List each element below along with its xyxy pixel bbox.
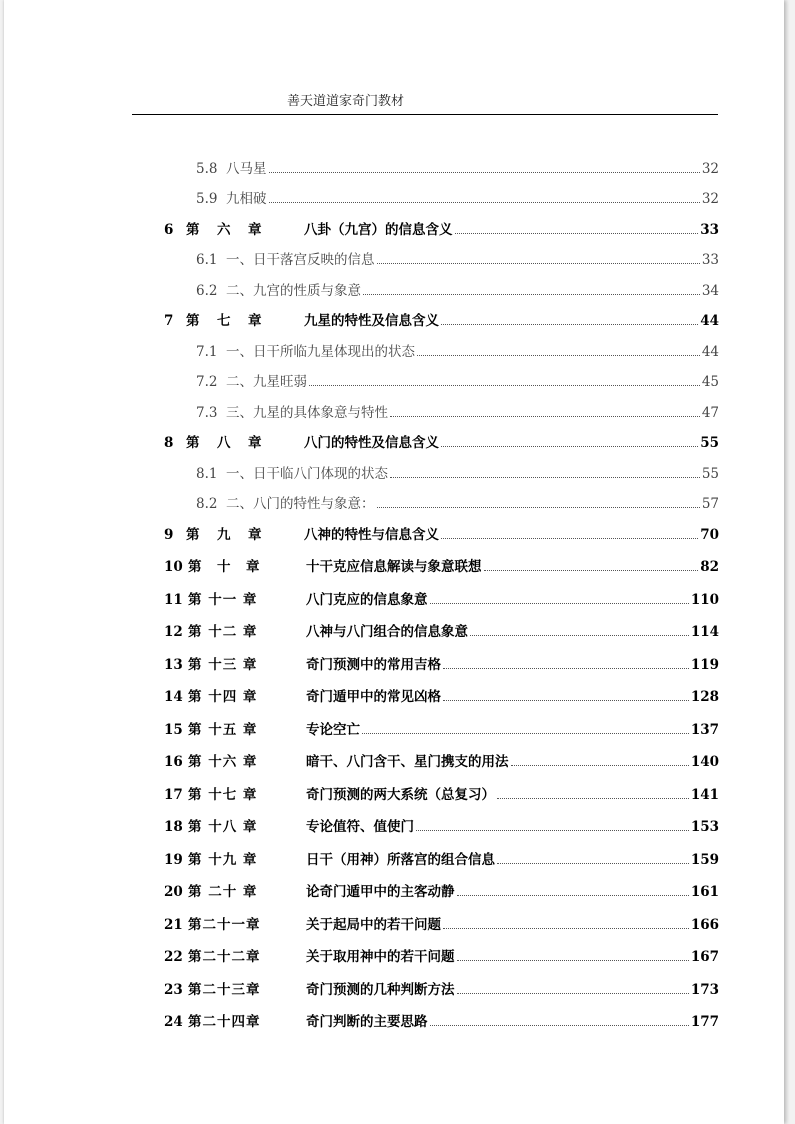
toc-entry-number: 17 xyxy=(164,786,183,803)
toc-chapter-entry[interactable] xyxy=(164,937,719,970)
toc-page-number: 32 xyxy=(701,191,719,207)
toc-entry-number: 8.2 xyxy=(196,496,218,512)
toc-section-entry[interactable] xyxy=(164,333,719,364)
toc-page-number: 161 xyxy=(690,884,719,900)
toc-entry-title: 相破 xyxy=(239,191,267,207)
toc-entry-title: 关于起局中的若干问题 xyxy=(306,916,441,933)
table-of-contents xyxy=(164,150,719,1034)
toc-entry-title: 十干克应信息解读与象意联想 xyxy=(306,559,482,575)
dot-leader xyxy=(309,385,700,386)
toc-entry-label: 二、 xyxy=(226,374,253,390)
toc-page-number: 44 xyxy=(700,313,719,329)
toc-entry-title: 奇门预测中的常用吉格 xyxy=(306,656,441,673)
dot-leader xyxy=(470,635,689,636)
toc-page-number: 34 xyxy=(701,282,719,299)
dot-leader xyxy=(269,172,700,173)
toc-page-number: 159 xyxy=(690,851,719,868)
toc-page-number: 153 xyxy=(690,819,719,835)
toc-entry-label: 第二十二章 xyxy=(188,949,261,965)
toc-page-number: 44 xyxy=(701,343,719,360)
toc-entry-title: 八门克应的信息象意 xyxy=(306,591,428,608)
toc-entry-number: 21 xyxy=(164,916,183,933)
toc-entry-title: 奇门预测的两大系统（总复习） xyxy=(306,786,495,803)
dot-leader xyxy=(457,960,689,961)
toc-entry-number: 6 xyxy=(164,221,174,238)
dot-leader xyxy=(441,324,698,325)
toc-chapter-entry[interactable] xyxy=(164,644,719,677)
toc-entry-number: 11 xyxy=(164,591,183,608)
toc-chapter-entry[interactable] xyxy=(164,872,719,905)
toc-entry-title: 日干落宫反映的信息 xyxy=(253,252,375,268)
toc-chapter-entry[interactable] xyxy=(164,516,719,547)
toc-entry-label: 二、 xyxy=(226,496,253,512)
toc-section-entry[interactable] xyxy=(164,272,719,303)
dot-leader xyxy=(362,733,689,734)
dot-leader xyxy=(417,355,700,356)
toc-section-entry[interactable] xyxy=(164,455,719,486)
toc-entry-title: 九星旺弱 xyxy=(253,374,307,390)
dot-leader xyxy=(377,507,700,508)
document-page xyxy=(4,0,784,1124)
dot-leader xyxy=(443,928,689,929)
toc-page-number: 119 xyxy=(690,656,719,673)
toc-entry-number: 8.1 xyxy=(196,465,218,482)
toc-section-entry[interactable] xyxy=(164,394,719,425)
page-header xyxy=(132,94,718,115)
toc-entry-label: 第 十五 章 xyxy=(188,721,258,738)
toc-entry-label: 第 十七 章 xyxy=(188,786,258,803)
toc-section-entry[interactable] xyxy=(164,181,719,212)
toc-entry-label: 一、 xyxy=(226,465,253,482)
toc-entry-title: 专论值符、值使门 xyxy=(306,819,414,835)
toc-chapter-entry[interactable] xyxy=(164,709,719,742)
toc-entry-title: 日干所临九星体现出的状态 xyxy=(253,343,415,360)
toc-page-number: 173 xyxy=(690,981,719,998)
toc-chapter-entry[interactable] xyxy=(164,904,719,937)
toc-page-number: 82 xyxy=(700,559,719,575)
toc-entry-number: 7.2 xyxy=(196,374,218,390)
toc-entry-title: 九星的特性及信息含义 xyxy=(304,313,439,329)
toc-chapter-entry[interactable] xyxy=(164,807,719,840)
toc-page-number: 47 xyxy=(701,404,719,421)
header-title: 善天道道家奇门教材 xyxy=(287,94,405,109)
toc-entry-number: 5.8 xyxy=(196,160,218,177)
toc-entry-number: 6.1 xyxy=(196,252,218,268)
toc-entry-title: 八卦（九宫）的信息含义 xyxy=(304,221,453,238)
toc-entry-label: 第二十三章 xyxy=(188,981,261,998)
toc-entry-label: 第 二十 章 xyxy=(188,884,258,900)
toc-entry-number: 7.3 xyxy=(196,404,218,421)
toc-entry-label: 第 十九 章 xyxy=(188,851,258,868)
dot-leader xyxy=(269,202,700,203)
dot-leader xyxy=(363,294,700,295)
toc-chapter-entry[interactable] xyxy=(164,969,719,1002)
toc-entry-title: 暗干、八门含干、星门携支的用法 xyxy=(306,754,509,770)
toc-entry-number: 14 xyxy=(164,689,183,705)
toc-entry-label: 第 七 章 xyxy=(186,313,264,329)
toc-page-number: 45 xyxy=(701,374,719,390)
dot-leader xyxy=(443,668,689,669)
dot-leader xyxy=(390,416,700,417)
toc-page-number: 166 xyxy=(690,916,719,933)
toc-entry-number: 16 xyxy=(164,754,183,770)
toc-chapter-entry[interactable] xyxy=(164,303,719,334)
toc-entry-number: 9 xyxy=(164,526,174,543)
toc-entry-title: 九宫的性质与象意 xyxy=(253,282,361,299)
toc-entry-number: 8 xyxy=(164,435,174,451)
toc-chapter-entry[interactable] xyxy=(164,774,719,807)
toc-entry-number: 20 xyxy=(164,884,183,900)
toc-entry-title: 奇门遁甲中的常见凶格 xyxy=(306,689,441,705)
toc-page-number: 110 xyxy=(690,591,719,608)
toc-page-number: 128 xyxy=(690,689,719,705)
toc-chapter-entry[interactable] xyxy=(164,579,719,612)
dot-leader xyxy=(484,570,699,571)
toc-page-number: 70 xyxy=(700,526,719,543)
toc-page-number: 137 xyxy=(690,721,719,738)
dot-leader xyxy=(377,263,700,264)
dot-leader xyxy=(455,233,699,234)
toc-entry-number: 6.2 xyxy=(196,282,218,299)
toc-entry-number: 24 xyxy=(164,1014,183,1030)
dot-leader xyxy=(457,993,689,994)
toc-entry-number: 22 xyxy=(164,949,183,965)
dot-leader xyxy=(416,830,689,831)
toc-entry-label: 一、 xyxy=(226,252,253,268)
toc-chapter-entry[interactable] xyxy=(164,547,719,580)
toc-entry-label: 第 八 章 xyxy=(186,435,264,451)
toc-page-number: 33 xyxy=(700,221,719,238)
toc-entry-title: 八门的特性及信息含义 xyxy=(304,435,439,451)
toc-entry-number: 18 xyxy=(164,819,183,835)
toc-entry-label: 二、 xyxy=(226,282,253,299)
toc-chapter-entry[interactable] xyxy=(164,1002,719,1035)
toc-entry-label: 第 十八 章 xyxy=(188,819,258,835)
toc-chapter-entry[interactable] xyxy=(164,839,719,872)
toc-page-number: 33 xyxy=(701,252,719,268)
dot-leader xyxy=(430,603,689,604)
toc-page-number: 140 xyxy=(690,754,719,770)
dot-leader xyxy=(430,1025,689,1026)
toc-entry-title: 马星 xyxy=(239,160,267,177)
dot-leader xyxy=(511,765,689,766)
toc-entry-title: 九星的具体象意与特性 xyxy=(253,404,388,421)
toc-entry-label: 第 十四 章 xyxy=(188,689,258,705)
toc-entry-label: 第 十一 章 xyxy=(188,591,258,608)
toc-entry-number: 12 xyxy=(164,624,183,640)
toc-entry-label: 第 十二 章 xyxy=(188,624,258,640)
toc-entry-label: 第二十四章 xyxy=(188,1014,261,1030)
toc-page-number: 57 xyxy=(701,496,719,512)
toc-entry-label: 第 十 章 xyxy=(188,559,261,575)
toc-section-entry[interactable] xyxy=(164,150,719,181)
toc-entry-label: 九 xyxy=(226,191,240,207)
toc-entry-title: 日干（用神）所落宫的组合信息 xyxy=(306,851,495,868)
toc-chapter-entry[interactable] xyxy=(164,425,719,456)
toc-entry-label: 第 九 章 xyxy=(186,526,264,543)
toc-entry-title: 八神与八门组合的信息象意 xyxy=(306,624,468,640)
toc-entry-label: 第 十三 章 xyxy=(188,656,258,673)
toc-page-number: 32 xyxy=(701,160,719,177)
dot-leader xyxy=(497,798,689,799)
toc-section-entry[interactable] xyxy=(164,242,719,273)
toc-page-number: 55 xyxy=(701,465,719,482)
toc-entry-title: 关于取用神中的若干问题 xyxy=(306,949,455,965)
dot-leader xyxy=(443,700,689,701)
toc-entry-number: 7 xyxy=(164,313,174,329)
toc-entry-title: 日干临八门体现的状态 xyxy=(253,465,388,482)
toc-entry-label: 三、 xyxy=(226,404,253,421)
toc-entry-title: 奇门判断的主要思路 xyxy=(306,1014,428,1030)
toc-chapter-entry[interactable] xyxy=(164,612,719,645)
toc-entry-title: 论奇门遁甲中的主客动静 xyxy=(306,884,455,900)
toc-section-entry[interactable] xyxy=(164,486,719,517)
dot-leader xyxy=(457,895,689,896)
toc-entry-number: 15 xyxy=(164,721,183,738)
toc-entry-number: 19 xyxy=(164,851,183,868)
toc-entry-label: 第 六 章 xyxy=(186,221,264,238)
toc-page-number: 55 xyxy=(700,435,719,451)
toc-entry-title: 八神的特性与信息含义 xyxy=(304,526,439,543)
toc-page-number: 177 xyxy=(690,1014,719,1030)
dot-leader xyxy=(497,863,689,864)
toc-entry-label: 第二十一章 xyxy=(188,916,261,933)
toc-entry-number: 23 xyxy=(164,981,183,998)
toc-entry-title: 八门的特性与象意： xyxy=(253,496,375,512)
toc-entry-title: 专论空亡 xyxy=(306,721,360,738)
toc-entry-label: 第 十六 章 xyxy=(188,754,258,770)
toc-chapter-entry[interactable] xyxy=(164,742,719,775)
toc-entry-number: 13 xyxy=(164,656,183,673)
toc-entry-label: 八 xyxy=(226,160,240,177)
toc-entry-number: 5.9 xyxy=(196,191,218,207)
toc-entry-number: 7.1 xyxy=(196,343,218,360)
dot-leader xyxy=(441,538,698,539)
toc-page-number: 167 xyxy=(690,949,719,965)
toc-page-number: 141 xyxy=(690,786,719,803)
toc-entry-title: 奇门预测的几种判断方法 xyxy=(306,981,455,998)
toc-entry-label: 一、 xyxy=(226,343,253,360)
dot-leader xyxy=(390,477,700,478)
toc-section-entry[interactable] xyxy=(164,364,719,395)
toc-entry-number: 10 xyxy=(164,559,183,575)
toc-chapter-entry[interactable] xyxy=(164,211,719,242)
dot-leader xyxy=(441,446,698,447)
toc-page-number: 114 xyxy=(690,624,719,640)
toc-chapter-entry[interactable] xyxy=(164,677,719,710)
